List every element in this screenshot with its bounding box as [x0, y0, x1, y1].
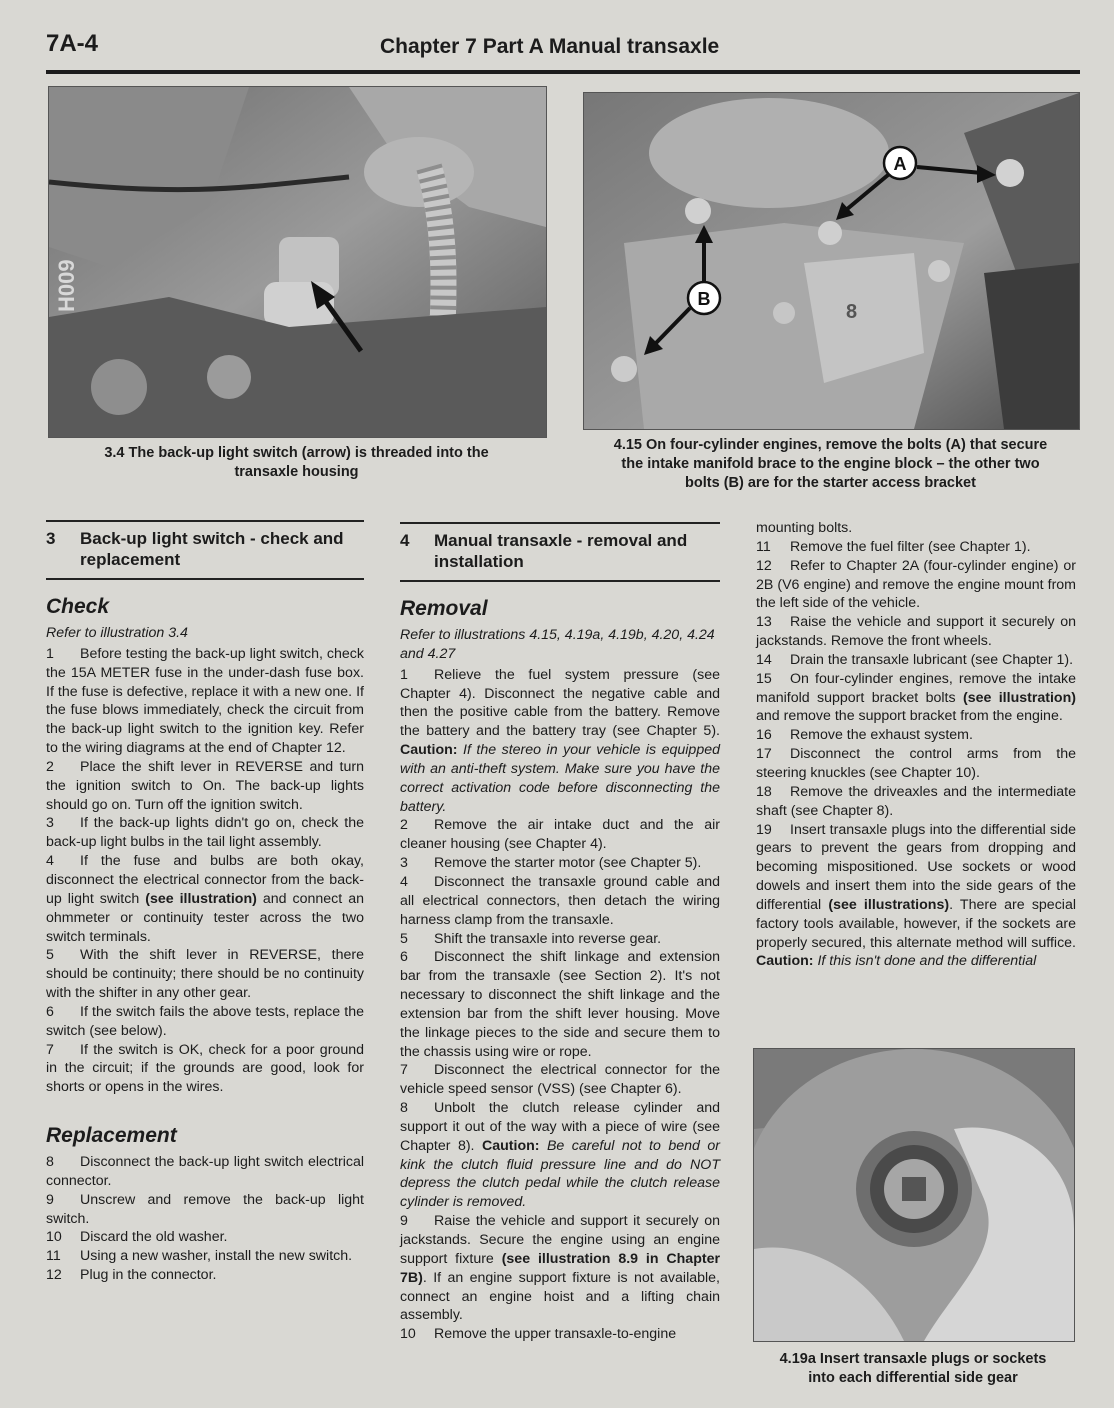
header-rule: [46, 70, 1080, 74]
step-10: 10 Remove the upper transaxle-to-engine: [400, 1326, 677, 1343]
step-1: 1 Before testing the back-up light switch, check the 15A METER fuse in the under-dash fuse box. If the fuse is defective, replace it with a new one. If the fuse blows immediately, check the circuit from the back-up light switch to the ignition key. Refer to the wiring diagrams at the end of Chapter 12.: [46, 645, 364, 757]
step-3: 3 Remove the starter motor (see Chapter 5).: [400, 855, 702, 872]
column-1: [46, 520, 364, 1285]
bracket-mark: 8: [846, 301, 858, 323]
step-2: 2 Remove the air intake duct and the air cleaner housing (see Chapter 4).: [400, 817, 720, 853]
step-4: 4 Disconnect the transaxle ground cable and all electrical connectors, then detach the wiring harness clamp from the transaxle.: [400, 873, 720, 928]
step-12: 12 Refer to Chapter 2A (four-cylinder engine) or 2B (V6 engine) and remove the engine mount from the left side of the vehicle.: [756, 557, 1076, 612]
section-rule: [46, 578, 364, 580]
step-5: 5 Shift the transaxle into reverse gear.: [400, 930, 662, 947]
step-4: 4 If the fuse and bulbs are both okay, disconnect the electrical connector from the back-up light switch (see illustration) and connect an ohmmeter or continuity tester across the two switch terminals.: [46, 853, 364, 945]
chapter-title: Chapter 7 Part A Manual transaxle: [380, 35, 720, 58]
replacement-heading: Replacement: [46, 1124, 177, 1148]
step-17: 17 Disconnect the control arms from the steering knuckles (see Chapter 10).: [756, 746, 1076, 781]
step-13: 13 Raise the vehicle and support it securely on jackstands. Remove the front wheels.: [756, 614, 1076, 650]
step-11: 11 Remove the fuel filter (see Chapter 1).: [756, 538, 1031, 555]
section-rule: [400, 580, 720, 582]
removal-heading: Removal: [400, 597, 488, 620]
column-2: [400, 522, 720, 1344]
caption-line: the intake manifold brace to the engine block – the other two: [621, 456, 1040, 472]
step-11: 11 Using a new washer, install the new switch.: [46, 1248, 353, 1265]
caption-line: 4.15 On four-cylinder engines, remove the bolts (A) that secure: [613, 437, 1048, 453]
caption-fig-4-19a: [753, 1350, 1073, 1388]
section-title: Back-up light switch - check and replacement: [80, 529, 344, 569]
caption-line: into each differential side gear: [808, 1370, 1018, 1386]
photo-backup-light-switch: [48, 86, 547, 438]
caption-fig-3-4: [48, 444, 545, 482]
caption-line: 4.19a Insert transaxle plugs or sockets: [779, 1351, 1047, 1367]
label-a: A: [893, 154, 907, 174]
step-6: 6 If the switch fails the above tests, replace the switch (see below).: [46, 1003, 364, 1039]
step-1: 1 Relieve the fuel system pressure (see Chapter 4). Disconnect the negative cable and then the positive cable from the battery. Remove the battery and the battery tray (see Chapter 5). Caution: If the stereo in your vehicle is equipped with an anti-theft system. Make sure you have the correct activation code before disconnecting the battery.: [400, 666, 720, 815]
step-8: 8 Unbolt the clutch release cylinder and support it out of the way with a piece of wire (see Chapter 8). Caution: Be careful not to bend or kink the clutch fluid pressure line and do NOT depress the clutch pedal while the clutch release cylinder is removed.: [400, 1100, 720, 1211]
step-19: 19 Insert transaxle plugs into the differential side gears to prevent the gears from dropping and becoming mispositioned. Use sockets or wood dowels and insert them into the side gears of the differential (see illustrations). There are special factory tools available, however, if the sockets are properly secured, this alternate method will suffice. Caution: If this isn't done and the differential: [756, 821, 1076, 970]
section-title: Manual transaxle - removal and installation: [434, 531, 688, 571]
step-2: 2 Place the shift lever in REVERSE and turn the ignition switch to On. The back-up lights should go on. Turn off the ignition switch.: [46, 758, 364, 813]
continued-text: mounting bolts.: [756, 520, 853, 536]
caption-line: transaxle housing: [234, 464, 359, 480]
caption-line: 3.4 The back-up light switch (arrow) is threaded into the: [104, 445, 489, 461]
check-heading: Check: [46, 595, 110, 618]
step-14: 14 Drain the transaxle lubricant (see Chapter 1).: [756, 651, 1074, 668]
photo-differential-plug: [753, 1048, 1075, 1342]
step-5: 5 With the shift lever in REVERSE, there should be continuity; there should be no continuity with the shifter in any other gear.: [46, 947, 364, 1002]
caption-fig-4-15: [583, 436, 1078, 493]
photo-side-label: H009: [54, 259, 79, 312]
column-3: [756, 519, 1076, 971]
section-4-heading: [400, 524, 720, 580]
removal-refer: Refer to illustrations 4.15, 4.19a, 4.19b, 4.20, 4.24 and 4.27: [400, 627, 715, 662]
step-12: 12 Plug in the connector.: [46, 1267, 217, 1284]
step-7: 7 If the switch is OK, check for a poor ground in the circuit; if the grounds are good, look for shorts or opens in the wires.: [46, 1041, 364, 1096]
section-number: 3: [46, 529, 56, 548]
step-16: 16 Remove the exhaust system.: [756, 727, 973, 744]
step-9: 9 Unscrew and remove the back-up light switch.: [46, 1191, 364, 1227]
photo-intake-manifold-brace: [583, 92, 1080, 430]
caption-line: bolts (B) are for the starter access bracket: [685, 475, 976, 491]
step-10: 10 Discard the old washer.: [46, 1229, 228, 1246]
step-6: 6 Disconnect the shift linkage and extension bar from the transaxle (see Section 2). It's not necessary to disconnect the shift linkage and the extension bar from the shift lever housing. Move the linkage pieces to the side and secure them to the chassis using wire or rope.: [400, 949, 720, 1060]
step-3: 3 If the back-up lights didn't go on, check the back-up light bulbs in the tail light assembly.: [46, 815, 364, 851]
label-b: B: [697, 289, 711, 309]
section-3-heading: [46, 522, 364, 578]
step-15: 15 On four-cylinder engines, remove the intake manifold support bracket bolts (see illustration) and remove the support bracket from the engine.: [756, 670, 1076, 725]
step-8: 8 Disconnect the back-up light switch electrical connector.: [46, 1154, 364, 1189]
step-7: 7 Disconnect the electrical connector for the vehicle speed sensor (VSS) (see Chapter 6).: [400, 1062, 720, 1098]
section-number: 4: [400, 531, 410, 550]
check-refer: Refer to illustration 3.4: [46, 625, 188, 641]
step-9: 9 Raise the vehicle and support it securely on jackstands. Secure the engine using an engine support fixture (see illustration 8.9 in Chapter 7B). If an engine support fixture is not available, connect an engine hoist and a lifting chain assembly.: [400, 1213, 720, 1324]
page-number: 7A-4: [46, 30, 99, 57]
step-18: 18 Remove the driveaxles and the intermediate shaft (see Chapter 8).: [756, 783, 1076, 819]
